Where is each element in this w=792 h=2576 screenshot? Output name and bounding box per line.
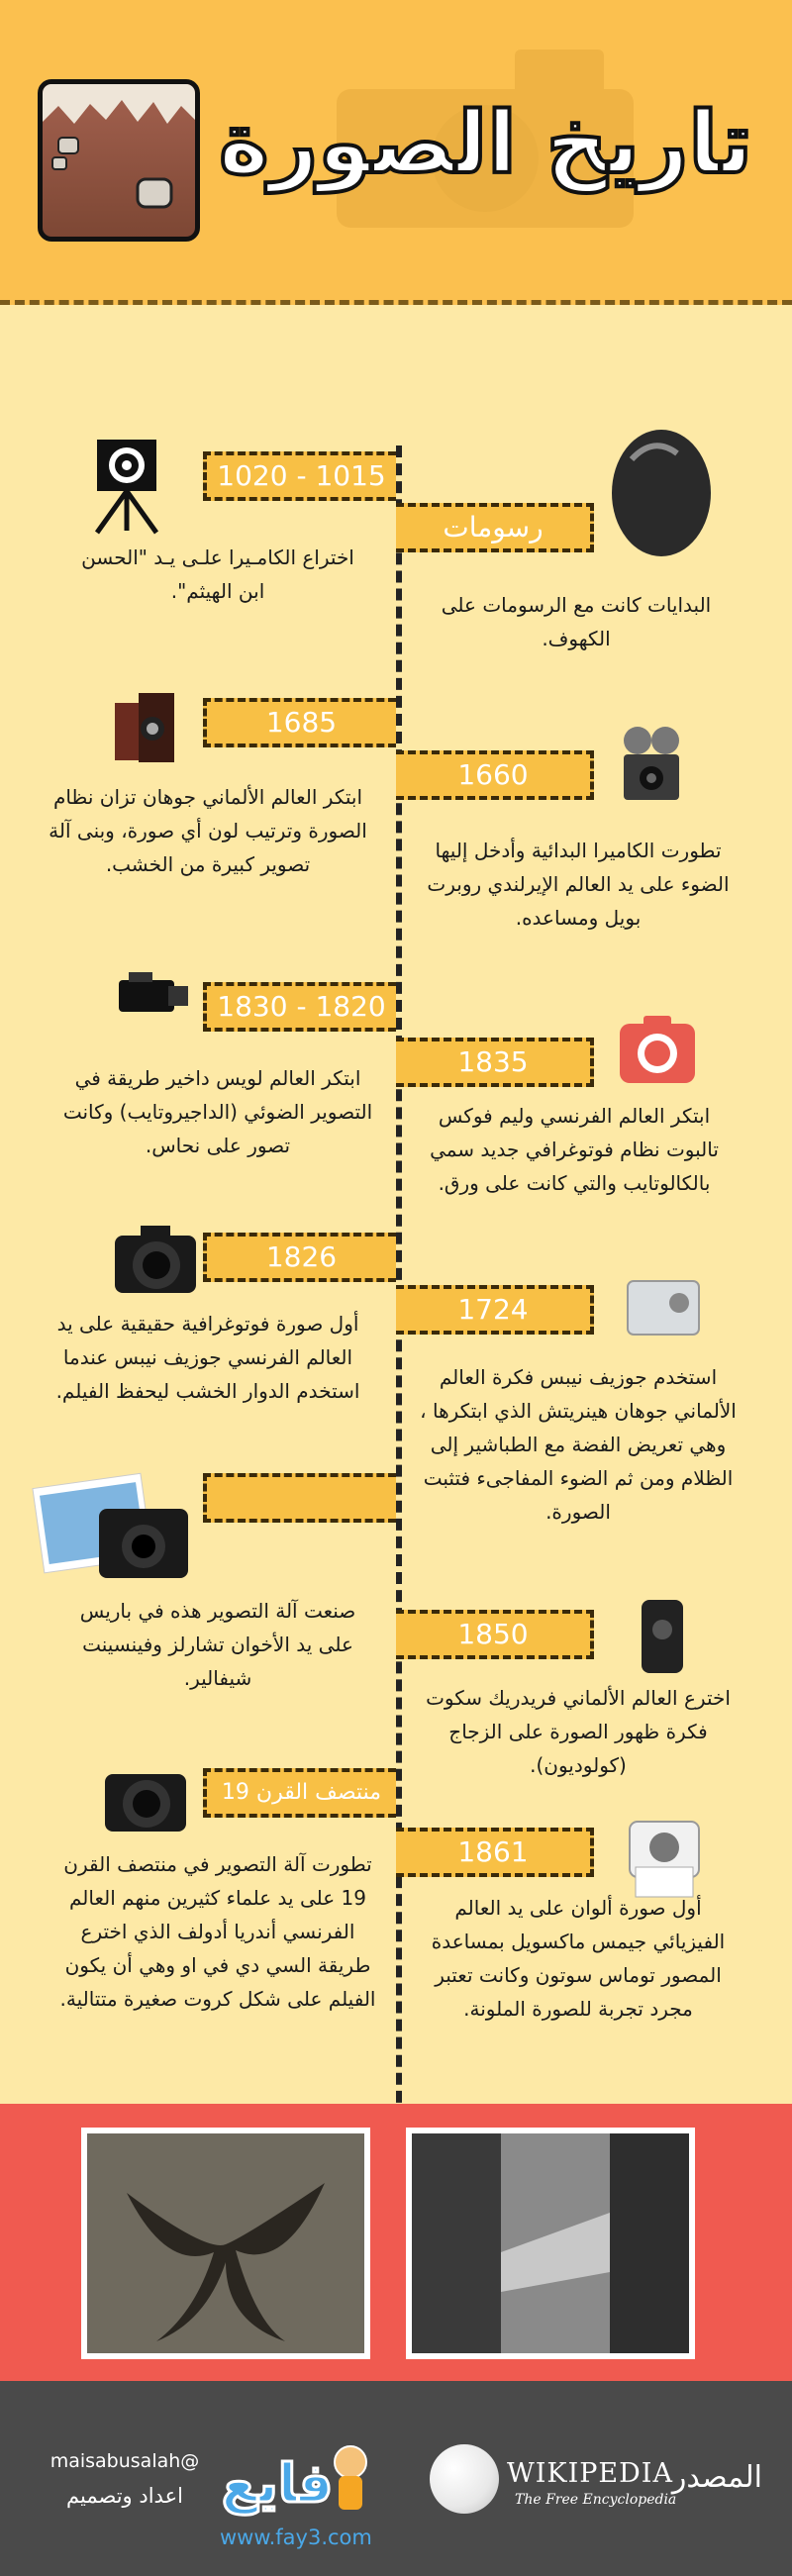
timeline-desc-left-4: أول صورة فوتوغرافية حقيقية على يد العالم الفرنسي جوزيف نيبس عندما استخدم الدوار الخشب ليحفظ الفيلم. — [55, 1312, 360, 1403]
timeline-tag-left-6: منتصف القرن 19 — [203, 1768, 396, 1818]
timeline-tag-left-4: 1826 — [203, 1233, 396, 1282]
timeline-desc-right-1: البدايات كانت مع الرسومات على الكهوف. — [441, 593, 712, 650]
timeline-tag-right-3: 1835 — [396, 1038, 594, 1087]
website-link[interactable]: www.fay3.com — [220, 2526, 372, 2549]
cave-rock-icon — [38, 79, 200, 242]
historic-photo-window-view — [406, 2128, 695, 2359]
video-camcorder-icon — [113, 970, 192, 1020]
brand-logo-text: فايع — [221, 2452, 334, 2515]
instant-camera-icon — [620, 1812, 709, 1901]
photos-and-camera-icon — [30, 1461, 198, 1590]
timeline-tag-left-5 — [203, 1473, 396, 1523]
timeline-tag-left-3: 1830 - 1820 — [203, 982, 396, 1032]
timeline-desc-left-1: اختراع الكامـيرا علـى يـد "الحسن ابن الهيثم". — [81, 545, 354, 603]
timeline-tag-left-1: 1020 - 1015 — [203, 451, 396, 501]
historic-photos-band — [0, 2104, 792, 2381]
camera-obscura-tripod-icon — [87, 436, 166, 535]
author-handle: maisabusalah@ — [50, 2450, 200, 2472]
bellows-camera-icon — [111, 683, 180, 772]
timeline-desc-left-6: تطورت آلة التصوير في منتصف القرن 19 على يد علماء كثيرين منهم العالم الفرنسي أندريا أدولف الذي اخترع طريقة السي دي في او وهي أن يكون الفيلم على شكل كروت صغيرة متتالية. — [59, 1852, 376, 2011]
timeline-desc-left-5: صنعت آلة التصوير هذه في باريس على يد الأخوان تشارلز وفينسينت شيفالير. — [79, 1599, 356, 1690]
page-title: تاريخ الصورة — [218, 94, 752, 193]
wikipedia-wordmark: WIKIPEDIA — [507, 2458, 673, 2489]
timeline-desc-right-2: تطورت الكاميرا البدائية وأدخل إليها الضوء على يد العالم الإيرلندي روبرت بويل ومساعده. — [427, 839, 730, 930]
timeline — [0, 307, 792, 2109]
footer — [0, 2381, 792, 2576]
historic-photo-ribbon — [81, 2128, 370, 2359]
dslr-camera-icon-2 — [101, 1758, 190, 1837]
timeline-tag-right-4: 1724 — [396, 1285, 594, 1335]
dslr-camera-icon — [111, 1220, 200, 1299]
timeline-tag-right-6: 1861 — [396, 1828, 594, 1877]
cave-rock-icon — [602, 416, 721, 564]
mobile-phone-icon — [638, 1598, 687, 1677]
timeline-tag-right-5: 1850 — [396, 1610, 594, 1659]
source-label: المصدر — [671, 2460, 762, 2495]
timeline-desc-left-2: ابتكر العالم الألماني جوهان تزان نظام الصورة وترتيب لون أي صورة، وبنى آلة تصوير كبيرة من الخشب. — [49, 785, 367, 876]
header-banner — [0, 0, 792, 305]
compact-camera-icon — [624, 1275, 703, 1340]
timeline-desc-right-5: اخترع العالم الألماني فريدريك سكوت فكرة ظهور الصورة على الزجاج (كولوديون). — [426, 1686, 731, 1777]
timeline-desc-right-6: أول صورة ألوان على يد العالم الفيزيائي جيمس ماكسويل بمساعدة المصور توماس سوتون وكانت تعتبر مجرد تجربة للصورة الملونة. — [431, 1896, 726, 2021]
vintage-movie-camera-icon — [616, 723, 695, 812]
timeline-desc-right-4: استخدم جوزيف نيبس فكرة العالم الألماني جوهان هينريتش الذي ابتكرها ، وهي تعريض الفضة مع الطباشير إلى الظلام ومن ثم الضوء المفاجىء فتثبت الصورة. — [420, 1365, 737, 1524]
timeline-tag-right-2: 1660 — [396, 750, 594, 800]
timeline-tag-left-2: 1685 — [203, 698, 396, 747]
camera-icon — [618, 1012, 697, 1091]
timeline-tag-right-1: رسومات — [396, 503, 594, 552]
fay3-brand-logo — [216, 2428, 374, 2527]
design-credit: اعداد وتصميم — [66, 2484, 183, 2508]
timeline-desc-right-3: ابتكر العالم الفرنسي وليم فوكس تالبوت نظام فوتوغرافي جديد سمي بالكالوتايب والتي كانت على ورق. — [430, 1104, 719, 1195]
wikipedia-globe-icon — [430, 2444, 499, 2514]
timeline-desc-left-3: ابتكر العالم لويس داخير طريقة في التصوير الضوئي (الداجيروتايب) وكانت تصور على نحاس. — [62, 1066, 373, 1157]
wikipedia-tagline: The Free Encyclopedia — [515, 2492, 677, 2508]
